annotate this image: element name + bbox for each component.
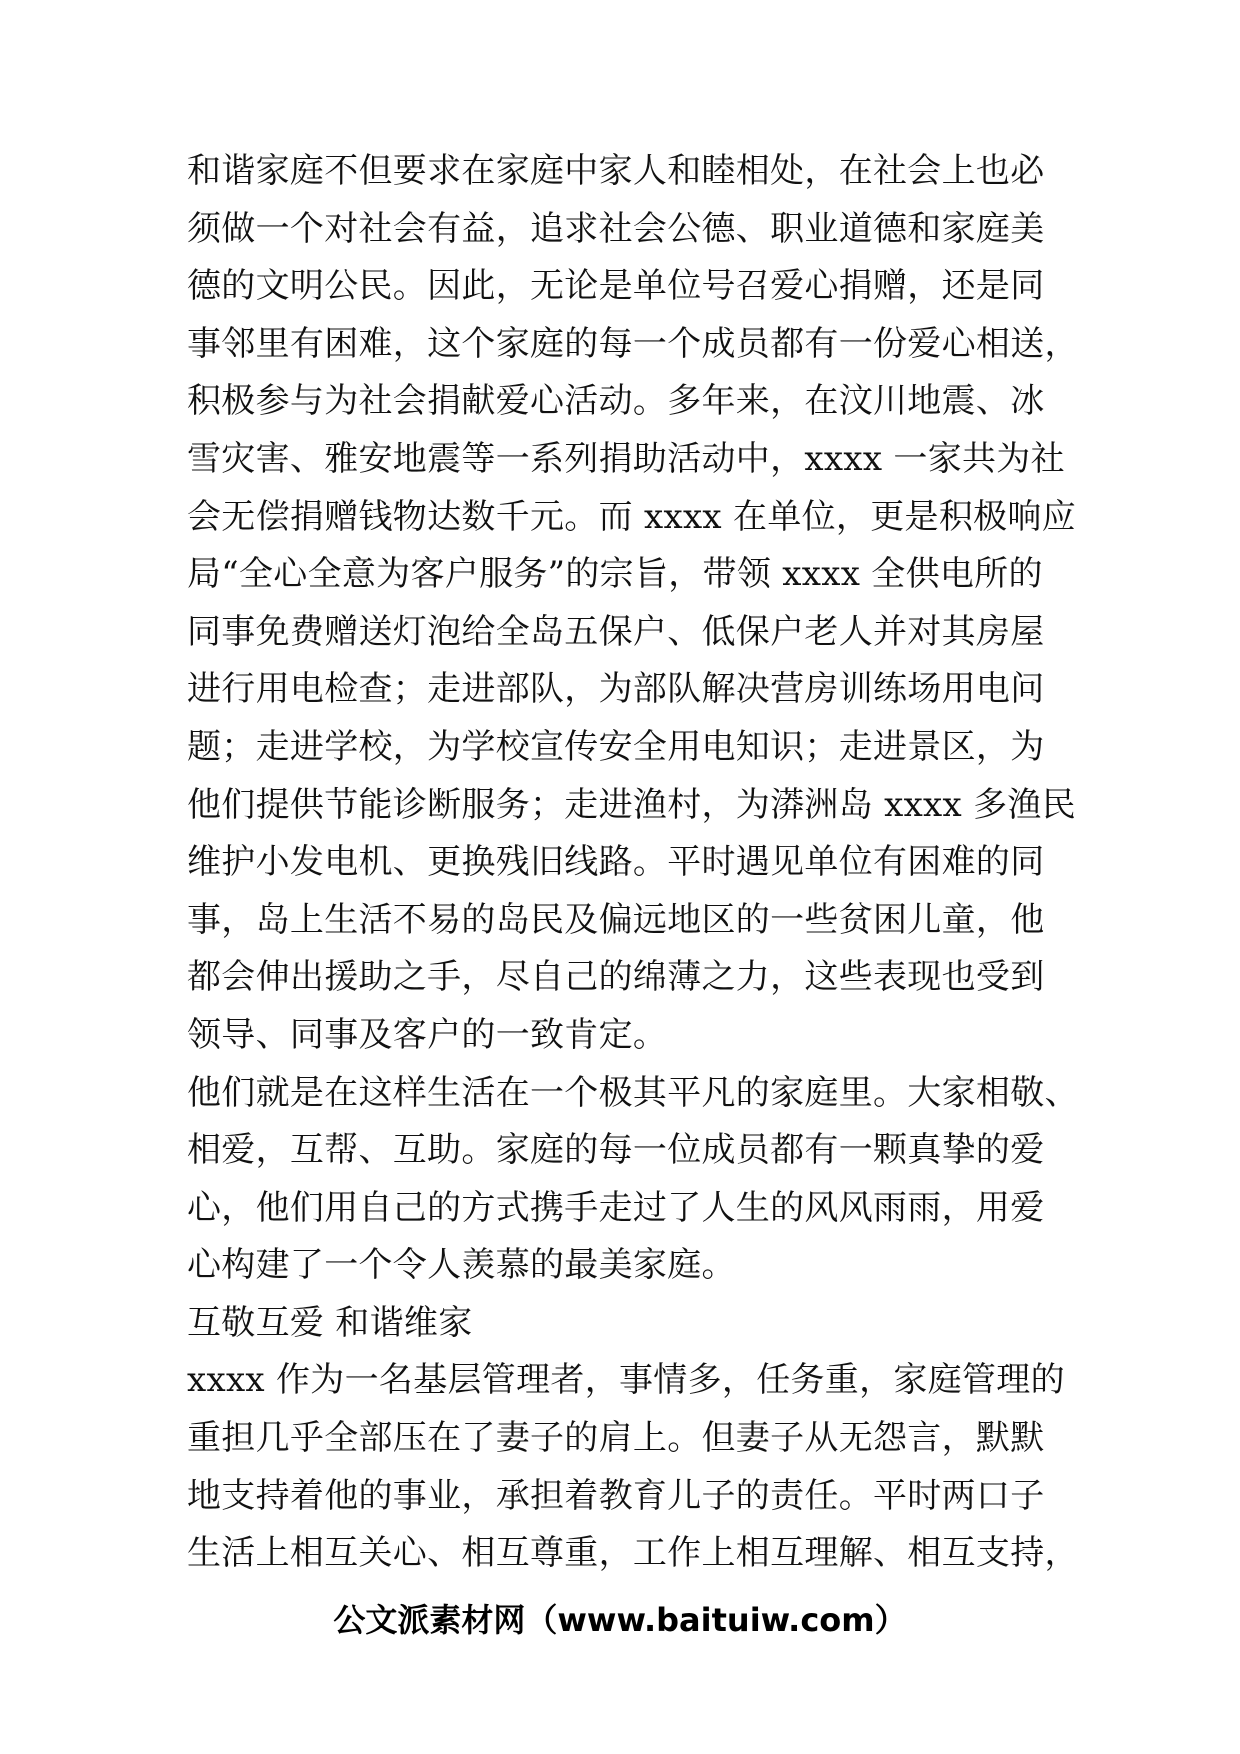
text-line: 积极参与为社会捐献爱心活动。多年来，在汶川地震、冰 — [187, 381, 1045, 422]
text-line: 事邻里有困难，这个家庭的每一个成员都有一份爱心相送， — [187, 323, 1079, 364]
text-line: 雪灾害、雅安地震等一系列捐助活动中，xxxx 一家共为社 — [187, 438, 1065, 479]
text-line: 领导、同事及客户的一致肯定。 — [187, 1014, 668, 1055]
text-line: 他们提供节能诊断服务；走进渔村，为漭洲岛 xxxx 多渔民 — [187, 784, 1077, 825]
text-line: 题；走进学校，为学校宣传安全用电知识；走进景区，为 — [187, 726, 1045, 767]
text-line: 地支持着他的事业，承担着教育儿子的责任。平时两口子 — [187, 1475, 1045, 1516]
text-line: 维护小发电机、更换残旧线路。平时遇见单位有困难的同 — [187, 842, 1045, 883]
text-line: 和谐家庭不但要求在家庭中家人和睦相处，在社会上也必 — [187, 151, 1045, 191]
text-line: 局“全心全意为客户服务”的宗旨，带领 xxxx 全供电所的 — [187, 554, 1043, 595]
text-line: 德的文明公民。因此，无论是单位号召爱心捐赠，还是同 — [187, 266, 1045, 307]
text-line: 会无偿捐赠钱物达数千元。而 xxxx 在单位，更是积极响应 — [187, 496, 1077, 537]
footer-watermark: 公文派素材网（www.baituiw.com） — [333, 1601, 907, 1639]
section-heading: 互敬互爱 和谐维家 — [187, 1302, 473, 1343]
text-line: 心构建了一个令人羡慕的最美家庭。 — [187, 1245, 736, 1286]
text-line: 都会伸出援助之手，尽自己的绵薄之力，这些表现也受到 — [187, 957, 1045, 998]
text-line: 重担几乎全部压在了妻子的肩上。但妻子从无怨言，默默 — [187, 1418, 1045, 1459]
text-line: 事，岛上生活不易的岛民及偏远地区的一些贫困儿童，他 — [187, 899, 1045, 940]
text-line: 进行用电检查；走进部队，为部队解决营房训练场用电问 — [187, 669, 1045, 710]
text-line: 生活上相互关心、相互尊重，工作上相互理解、相互支持， — [187, 1533, 1079, 1574]
text-line: 须做一个对社会有益，追求社会公德、职业道德和家庭美 — [187, 208, 1045, 249]
text-line: xxxx 作为一名基层管理者，事情多，任务重，家庭管理的 — [187, 1360, 1065, 1401]
text-line: 心，他们用自己的方式携手走过了人生的风风雨雨，用爱 — [187, 1187, 1045, 1228]
text-line: 相爱，互帮、互助。家庭的每一位成员都有一颗真挚的爱 — [187, 1130, 1045, 1171]
document-body — [187, 143, 1079, 1583]
text-line: 同事免费赠送灯泡给全岛五保户、低保户老人并对其房屋 — [187, 611, 1045, 652]
text-line: 他们就是在这样生活在一个极其平凡的家庭里。大家相敬、 — [187, 1072, 1079, 1113]
